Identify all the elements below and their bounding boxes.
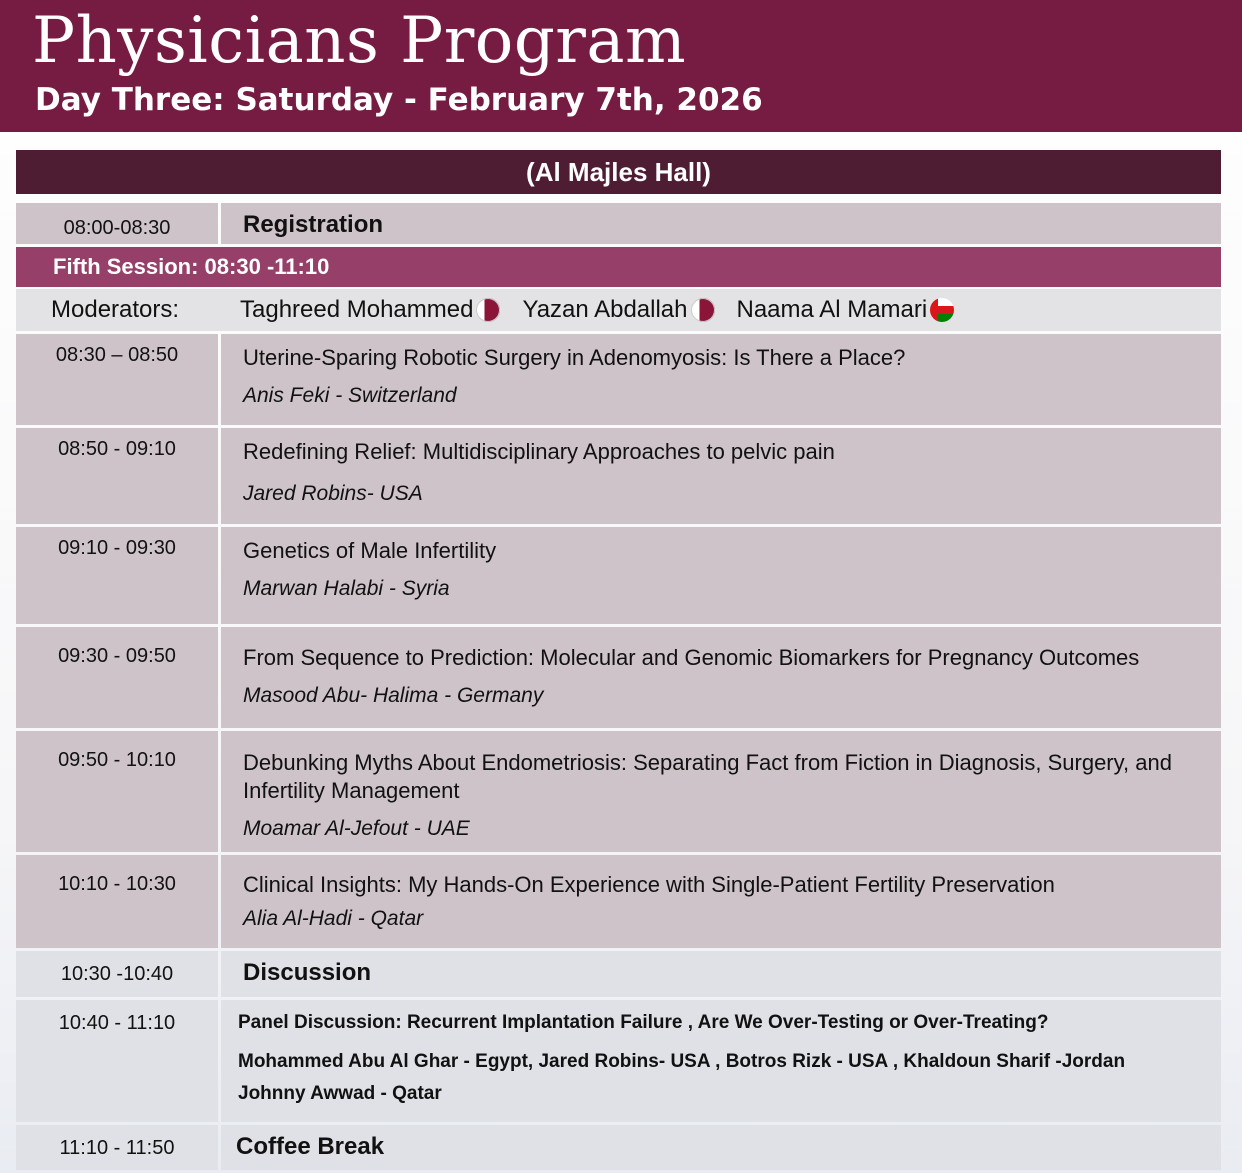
talk-title: Redefining Relief: Multidisciplinary Approaches to pelvic pain <box>243 439 835 464</box>
registration-row <box>16 203 1221 244</box>
moderator <box>737 296 955 324</box>
talk-row <box>16 627 1221 728</box>
talk-row <box>16 527 1221 624</box>
coffee-row <box>16 1125 1221 1170</box>
panel-time: 10:40 - 11:10 <box>16 1000 218 1122</box>
moderator-name: Taghreed Mohammed <box>240 296 474 323</box>
program-table <box>16 150 1221 1173</box>
talk-row <box>16 855 1221 948</box>
talk-time: 08:30 – 08:50 <box>16 334 218 425</box>
talk-title: Debunking Myths About Endometriosis: Separating Fact from Fiction in Diagnosis, Surgery, and Infertility Management <box>243 750 1172 803</box>
talk-time: 10:10 - 10:30 <box>16 855 218 948</box>
talk-title: Uterine-Sparing Robotic Surgery in Adenomyosis: Is There a Place? <box>243 345 906 370</box>
moderator-name: Naama Al Mamari <box>736 296 928 323</box>
page-subtitle: Day Three: Saturday - February 7th, 2026 <box>35 82 763 118</box>
talk-speaker: Anis Feki - Switzerland <box>243 384 457 407</box>
talk-speaker: Jared Robins- USA <box>243 482 423 505</box>
moderator <box>240 296 500 324</box>
talk-row <box>16 428 1221 524</box>
talk-row <box>16 334 1221 425</box>
panel-speakers <box>238 1046 1207 1110</box>
talk-speaker: Masood Abu- Halima - Germany <box>243 684 544 707</box>
session-header: Fifth Session: 08:30 -11:10 <box>16 247 1221 287</box>
page-title: Physicians Program <box>32 4 687 78</box>
talk-speaker: Marwan Halabi - Syria <box>243 577 450 600</box>
moderator <box>522 296 714 324</box>
oman-flag-icon <box>930 298 954 322</box>
coffee-time: 11:10 - 11:50 <box>16 1125 218 1170</box>
hall-header: (Al Majles Hall) <box>16 150 1221 194</box>
talk-speaker: Moamar Al-Jefout - UAE <box>243 817 470 840</box>
talk-speaker: Alia Al-Hadi - Qatar <box>243 907 424 930</box>
registration-time: 08:00-08:30 <box>16 203 218 244</box>
talk-row <box>16 731 1221 852</box>
moderators-label: Moderators: <box>51 296 180 323</box>
talk-title: From Sequence to Prediction: Molecular and Genomic Biomarkers for Pregnancy Outcomes <box>243 645 1140 670</box>
header-banner <box>0 0 1242 132</box>
moderator-name: Yazan Abdallah <box>522 296 688 323</box>
discussion-time: 10:30 -10:40 <box>16 951 218 997</box>
registration-label: Registration <box>243 211 384 238</box>
panel-speakers-line: Mohammed Abu Al Ghar - Egypt, Jared Robins- USA , Botros Rizk - USA , Khaldoun Sharif -Jordan <box>238 1051 1126 1072</box>
qatar-flag-icon <box>476 298 500 322</box>
discussion-row <box>16 951 1221 997</box>
qatar-flag-icon <box>691 298 715 322</box>
talk-time: 08:50 - 09:10 <box>16 428 218 524</box>
moderators-row <box>16 289 1221 331</box>
panel-title: Panel Discussion: Recurrent Implantation Failure , Are We Over-Testing or Over-Treating? <box>238 1012 1049 1033</box>
talk-title: Clinical Insights: My Hands-On Experience with Single-Patient Fertility Preservation <box>243 872 1055 897</box>
panel-row <box>16 1000 1221 1122</box>
panel-speakers-line: Johnny Awwad - Qatar <box>238 1083 442 1104</box>
talk-time: 09:30 - 09:50 <box>16 627 218 728</box>
coffee-label: Coffee Break <box>236 1133 385 1160</box>
talk-title: Genetics of Male Infertility <box>243 538 497 563</box>
talk-time: 09:10 - 09:30 <box>16 527 218 624</box>
discussion-label: Discussion <box>243 959 372 986</box>
talk-time: 09:50 - 10:10 <box>16 731 218 852</box>
